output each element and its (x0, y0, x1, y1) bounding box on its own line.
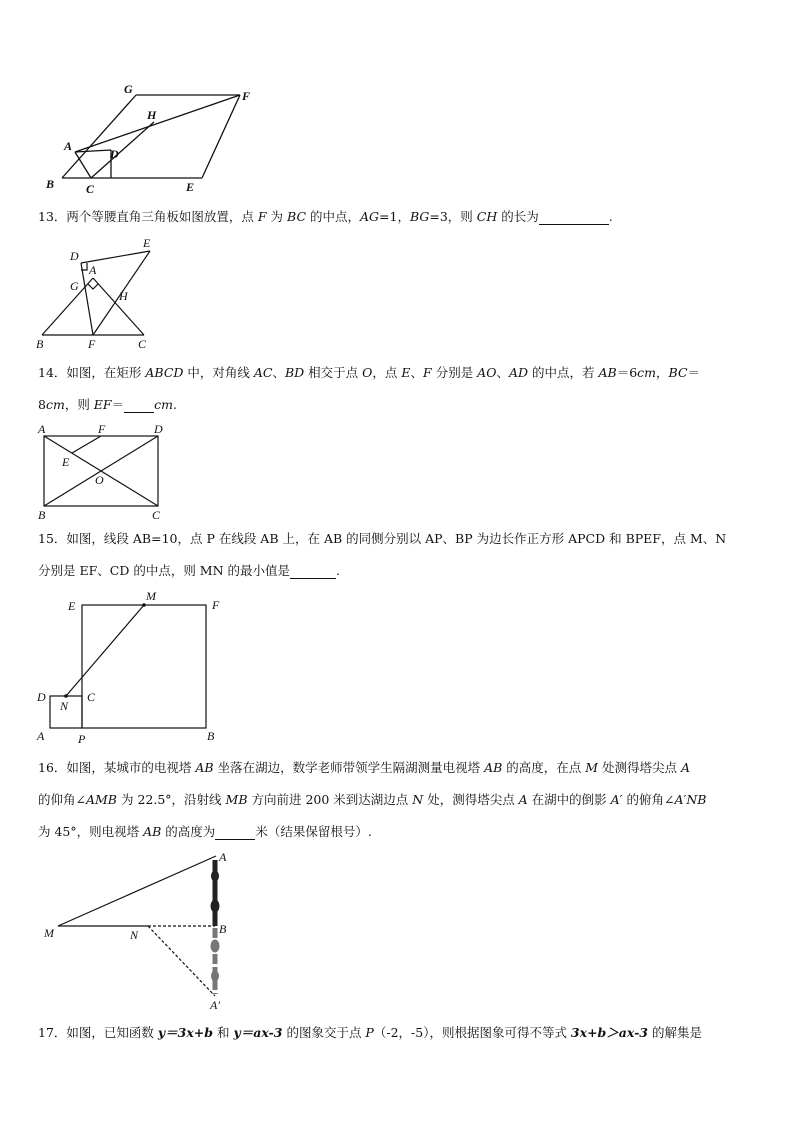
text: 米（结果保留根号）. (255, 824, 372, 839)
math: cm. (154, 397, 177, 412)
fig16-dashed-NA2 (148, 926, 215, 996)
math: O (362, 365, 373, 380)
fig12-label-B: B (46, 177, 55, 191)
text: 的解集是 (648, 1025, 702, 1040)
text: 坐落在湖边，数学老师带领学生隔湖测量电视塔 (213, 760, 485, 775)
fig13-line-AC (93, 278, 144, 335)
text: 处测得塔尖点 (598, 760, 681, 775)
fig16-reflection-ball-mid (211, 940, 219, 952)
question-number: 17． (38, 1025, 67, 1040)
text: 为 (266, 209, 288, 224)
math: cm (45, 397, 65, 412)
math: AB (143, 824, 162, 839)
text: 相交于点 (304, 365, 363, 380)
fig12-label-E: E (186, 180, 195, 194)
figure-q13 (32, 232, 162, 352)
text: 如图，线段 AB=10，点 P 在线段 AB 上，在 AB 的同侧分别以 AP、BP 为边长作正方形 APCD 和 BPEF，点 M、N (66, 531, 727, 546)
text: . (608, 209, 613, 224)
text: 的中点， (306, 209, 360, 224)
fig16-tower-ball-top (212, 871, 219, 881)
question-number: 13． (38, 209, 67, 224)
question-number: 16． (38, 760, 67, 775)
text: 、 (272, 365, 285, 380)
text: =1， (379, 209, 410, 224)
math: A′ (610, 792, 623, 807)
fig14-label-F: F (98, 422, 106, 436)
text: 如图，在矩形 (66, 365, 146, 380)
text: 如图，某城市的电视塔 (66, 760, 196, 775)
fig15-label-P: P (78, 732, 86, 746)
math: AG (360, 209, 380, 224)
fig13-label-F: F (88, 337, 96, 351)
question-15-line-2 (38, 563, 340, 579)
fig13-label-G: G (70, 279, 79, 293)
fig15-label-M: M (146, 589, 156, 603)
question-number: 15． (38, 531, 67, 546)
fig16-label-N: N (130, 928, 139, 942)
text: 在湖中的倒影 (527, 792, 611, 807)
math: AMB (85, 792, 117, 807)
math: BD (284, 365, 305, 380)
figure-q15 (32, 588, 232, 748)
fig12-label-F: F (242, 89, 251, 103)
text: 为 45°，则电视塔 (38, 824, 144, 839)
fig15-label-D: D (37, 690, 46, 704)
figure-q14 (34, 420, 174, 522)
math: BC (287, 209, 307, 224)
math: M (585, 760, 599, 775)
text: 8 (38, 397, 46, 412)
fig12-line-AF (75, 95, 240, 152)
math: N (412, 792, 424, 807)
fig12-label-A: A (64, 139, 73, 153)
fig15-label-F: F (212, 598, 220, 612)
fig12-line-AC (75, 152, 91, 178)
math: cm (637, 365, 657, 380)
figure-q16 (38, 846, 238, 1011)
text: 、 (496, 365, 509, 380)
fig12-label-C: C (86, 182, 95, 196)
text: 为 22.5°，沿射线 (117, 792, 226, 807)
fig13-label-D: D (70, 249, 79, 263)
text: 、 (410, 365, 424, 380)
question-17 (38, 1025, 702, 1041)
fig14-label-B: B (38, 508, 46, 522)
question-15-line-1 (38, 531, 726, 547)
fig13-right-angle-A (88, 284, 98, 289)
fig16-tower-ball-mid (211, 900, 219, 912)
math: AD (508, 365, 529, 380)
text: 中，对角线 (183, 365, 254, 380)
text: 的图象交于点 (282, 1025, 366, 1040)
text: 两个等腰直角三角板如图放置，点 (66, 209, 258, 224)
fig14-label-A: A (38, 422, 46, 436)
question-14-line-2 (38, 397, 177, 413)
math: CH (476, 209, 498, 224)
fig12-label-D: D (110, 147, 119, 161)
question-13 (38, 209, 613, 225)
math: F (257, 209, 267, 224)
text: 的仰角∠ (38, 792, 86, 807)
text: ，点 (372, 365, 402, 380)
math: ABCD (145, 365, 184, 380)
fig15-label-C: C (87, 690, 96, 704)
answer-blank[interactable] (124, 399, 154, 413)
question-16-line-3 (38, 824, 372, 840)
fig15-line-MN (66, 605, 144, 696)
text: 的高度为 (161, 824, 216, 839)
math: AC (253, 365, 273, 380)
text: 的俯角∠ (622, 792, 675, 807)
text: 分别是 (431, 365, 478, 380)
fig13-label-C: C (138, 337, 147, 351)
math: AO (477, 365, 497, 380)
text: =3，则 (429, 209, 477, 224)
fig15-point-M (142, 603, 146, 607)
text: 和 (213, 1025, 234, 1040)
text: 的高度，在点 (502, 760, 586, 775)
fig16-label-B: B (219, 922, 227, 936)
fig14-label-D: D (154, 422, 163, 436)
fig13-label-H: H (119, 289, 128, 303)
fig14-line-EF (72, 436, 101, 453)
text: ＝6 (616, 365, 638, 380)
text: 处，测得塔尖点 (423, 792, 519, 807)
fig14-label-C: C (152, 508, 161, 522)
fig12-line-BG (62, 95, 136, 178)
fig12-line-FE (202, 95, 240, 178)
fig16-reflection-ball-low (212, 971, 219, 981)
text: 的中点，若 (528, 365, 599, 380)
text: 分别是 EF、CD 的中点，则 MN 的最小值是 (38, 563, 291, 578)
fig15-square-BPEF (82, 605, 206, 728)
fig16-label-A: A (219, 850, 227, 864)
fig16-line-MA (58, 856, 216, 926)
math: BG (409, 209, 430, 224)
fig15-label-A: A (37, 729, 45, 743)
text: ＝ (111, 397, 125, 412)
fig14-label-E: E (62, 455, 70, 469)
fig14-label-O: O (95, 473, 104, 487)
math: A′NB (674, 792, 707, 807)
fig15-point-N (64, 694, 68, 698)
math: AB (598, 365, 617, 380)
answer-blank[interactable] (215, 826, 255, 840)
math: A (518, 792, 528, 807)
math: AB (484, 760, 503, 775)
fig16-tower (211, 860, 219, 926)
math: 3x+b＞ax-3 (570, 1025, 649, 1040)
text: ＝ (687, 365, 701, 380)
text: . (336, 563, 340, 578)
math: P (365, 1025, 374, 1040)
text: 的长为 (497, 209, 539, 224)
question-16-line-1 (38, 760, 690, 776)
fig15-label-N: N (60, 699, 69, 713)
question-number: 14． (38, 365, 67, 380)
text: ， (656, 365, 669, 380)
math: AB (195, 760, 214, 775)
text: （-2，-5），则根据图象可得不等式 (373, 1025, 571, 1040)
fig15-label-B: B (207, 729, 215, 743)
math: y＝3x+b (157, 1025, 214, 1040)
figure-q12 (40, 80, 270, 200)
answer-blank[interactable] (539, 211, 609, 225)
question-14-line-1 (38, 365, 700, 381)
math: A (681, 760, 691, 775)
fig16-label-M: M (44, 926, 54, 940)
fig16-reflection (211, 928, 219, 994)
question-16-line-2 (38, 792, 706, 808)
fig15-label-E: E (68, 599, 76, 613)
fig12-label-H: H (147, 108, 157, 122)
text: ，则 (64, 397, 94, 412)
math: BC (668, 365, 688, 380)
math: EF (93, 397, 112, 412)
answer-blank[interactable] (290, 565, 336, 579)
fig13-line-DE (81, 251, 150, 263)
fig12-label-G: G (124, 82, 133, 96)
math: MB (225, 792, 248, 807)
text: 方向前进 200 米到达湖边点 (247, 792, 413, 807)
math: F (423, 365, 432, 380)
fig13-label-A: A (89, 263, 97, 277)
math: y＝ax-3 (233, 1025, 283, 1040)
text: 如图，已知函数 (66, 1025, 158, 1040)
fig13-label-E: E (143, 236, 151, 250)
fig16-label-A-prime: A′ (210, 998, 220, 1011)
math: E (401, 365, 411, 380)
fig13-label-B: B (36, 337, 44, 351)
